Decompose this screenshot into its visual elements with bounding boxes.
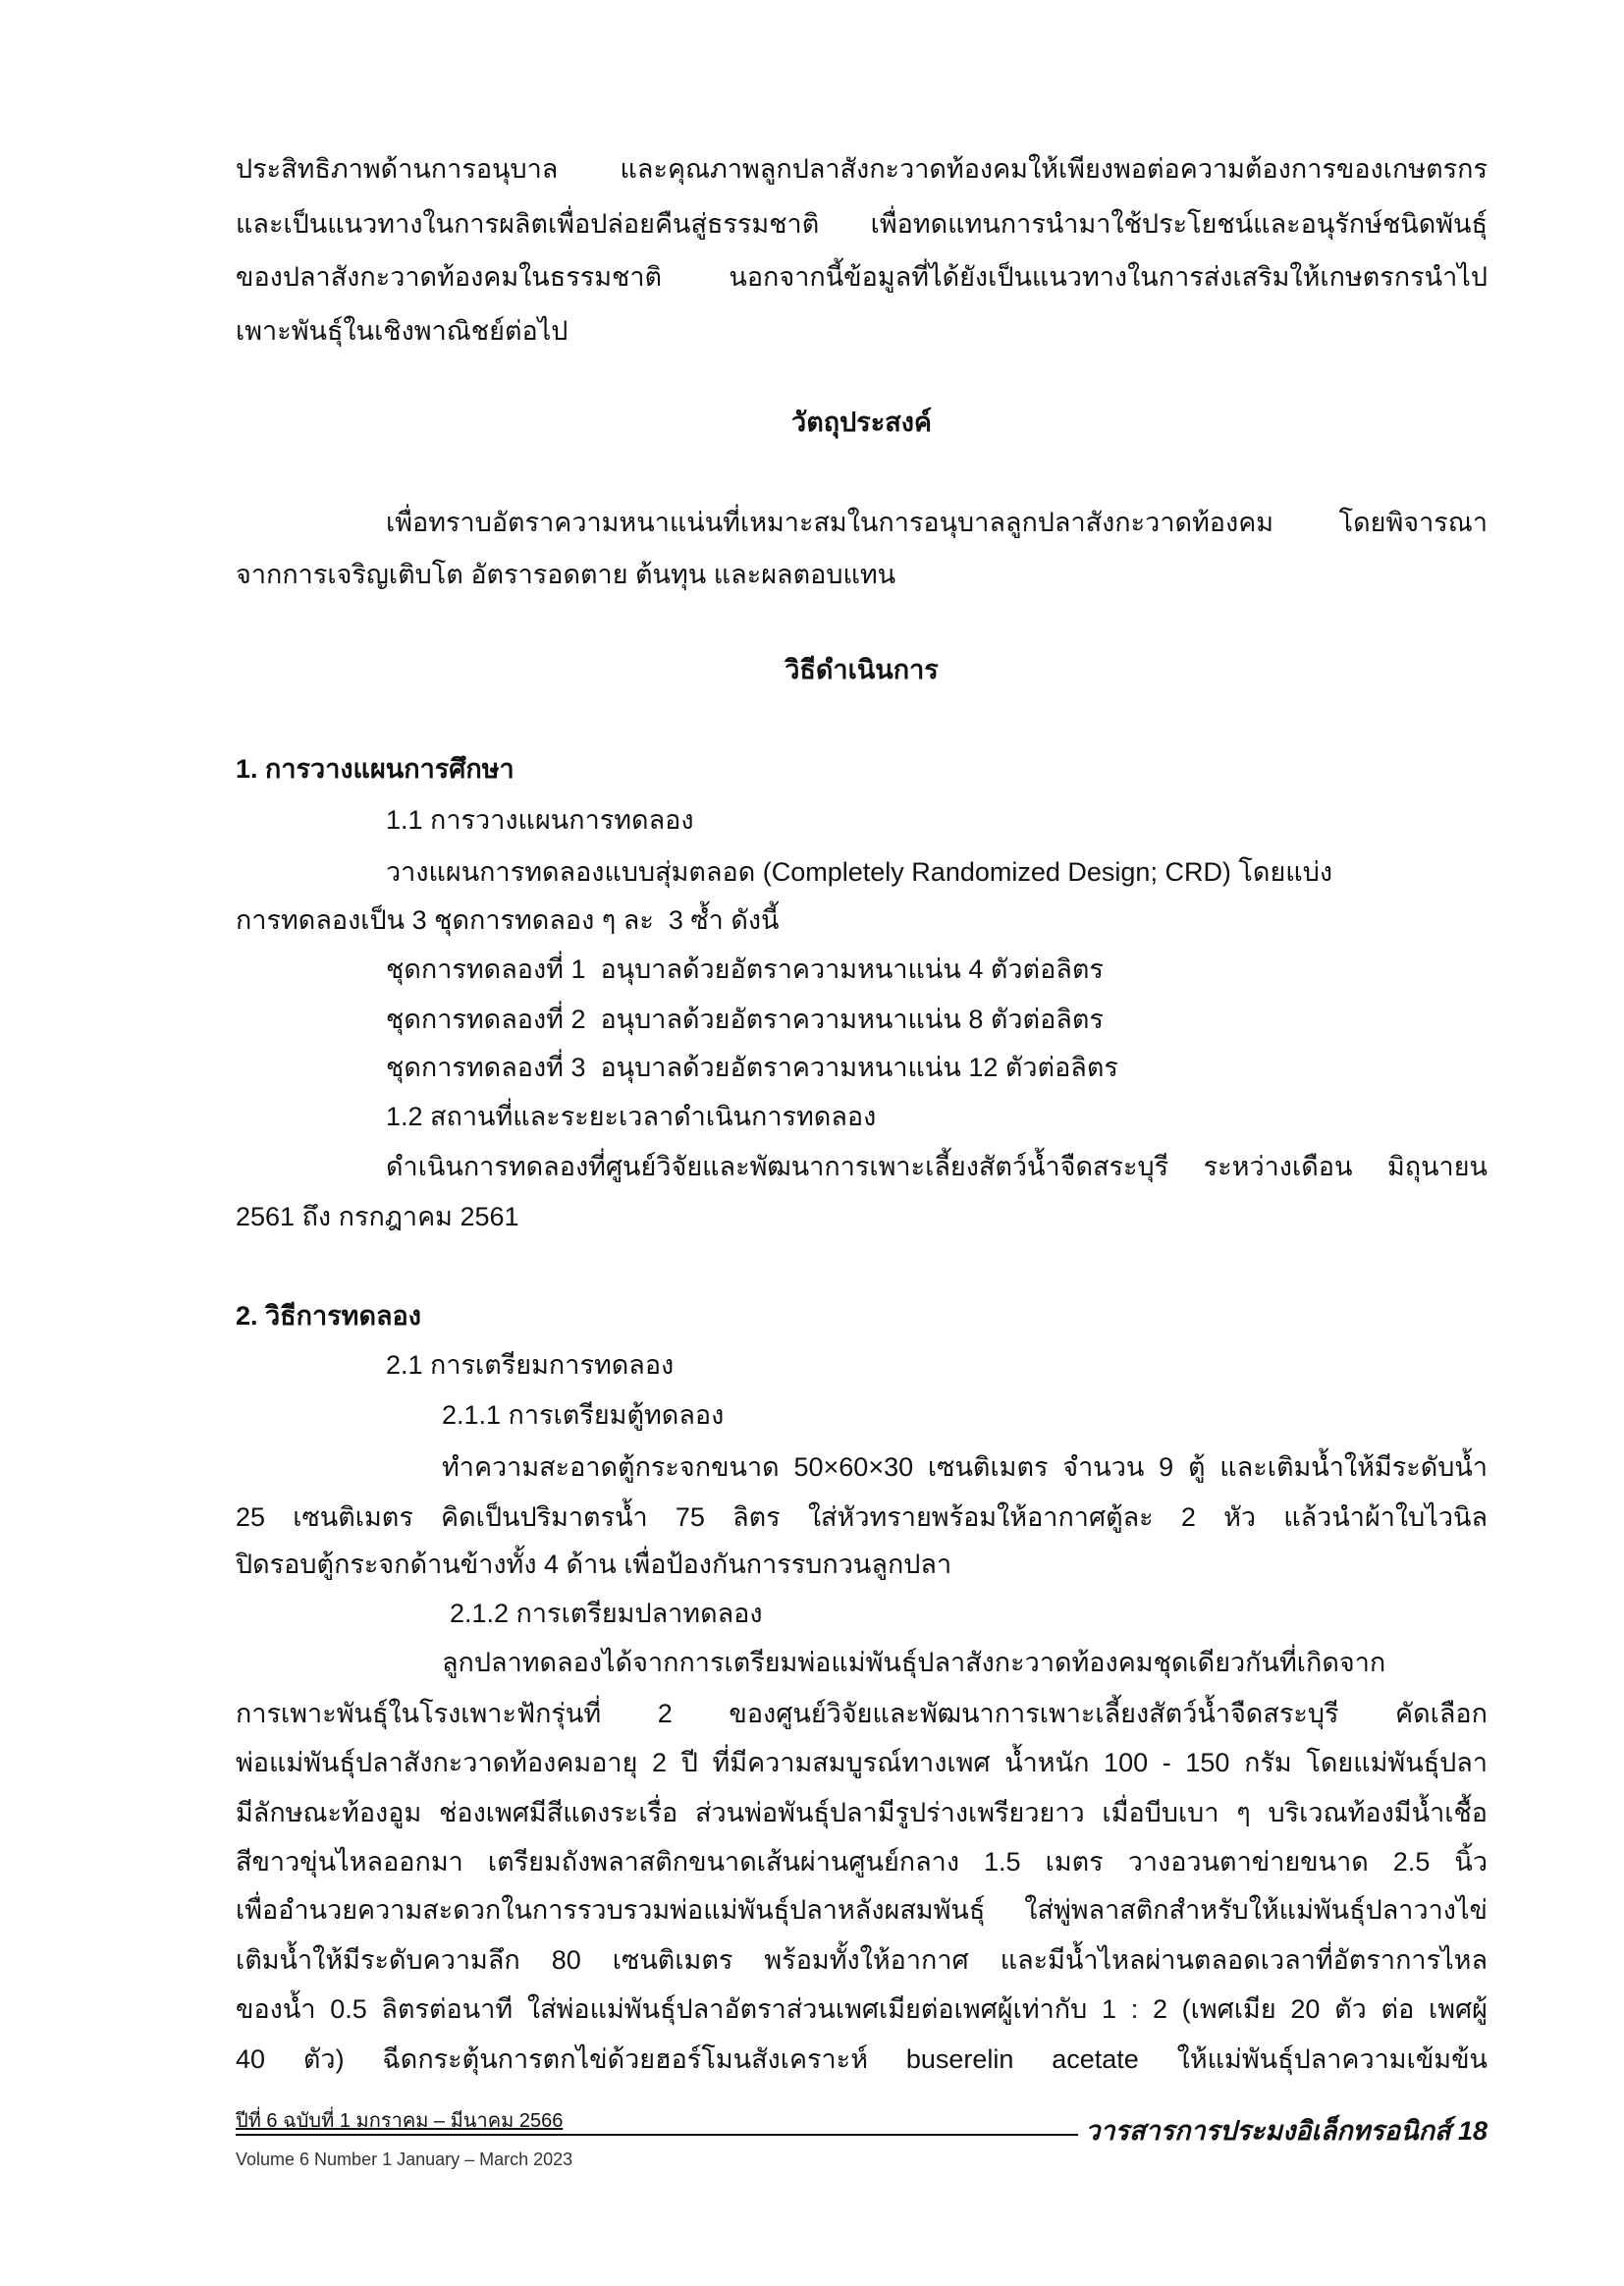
- tank-prep-line: ปิดรอบตู้กระจกด้านข้างทั้ง 4 ด้าน เพื่อป้องกันการรบกวนลูกปลา: [236, 1550, 952, 1579]
- footer-issue-thai: ปีที่ 6 ฉบับที่ 1 มกราคม – มีนาคม 2566: [236, 2110, 564, 2132]
- fish-prep-line: เพื่ออำนวยความสะดวกในการรวบรวมพ่อแม่พันธุ์ปลาหลังผสมพันธุ์ ใส่พู่พลาสติกสำหรับให้แม่พันธุ์ปลาวางไข่: [236, 1895, 1488, 1925]
- location-line: ดำเนินการทดลองที่ศูนย์วิจัยและพัฒนาการเพาะเลี้ยงสัตว์น้ำจืดสระบุรี ระหว่างเดือน มิถุนายน: [386, 1152, 1488, 1181]
- fish-prep-line: เติมน้ำให้มีระดับความลึก 80 เซนติเมตร พร้อมทั้งให้อากาศ และมีน้ำไหลผ่านตลอดเวลาที่อัตราการไหล: [236, 1945, 1488, 1975]
- fish-prep-line: มีลักษณะท้องอูม ช่องเพศมีสีแดงระเรื่อ ส่วนพ่อพันธุ์ปลามีรูปร่างเพรียวยาว เมื่อบีบเบา ๆ บริเวณท้องมีน้ำเชื้อ: [236, 1798, 1488, 1827]
- fish-prep-line: พ่อแม่พันธุ์ปลาสังกะวาดท้องคมอายุ 2 ปี ที่มีความสมบูรณ์ทางเพศ น้ำหนัก 100 - 150 กรัม โดยแม่พันธุ์ปลา: [236, 1748, 1488, 1777]
- subsection-2-1-title: 2.1 การเตรียมการทดลอง: [386, 1350, 675, 1380]
- treatment-line: ชุดการทดลองที่ 3 อนุบาลด้วยอัตราความหนาแน่น 12 ตัวต่อลิตร: [386, 1053, 1118, 1082]
- fish-prep-line: ของน้ำ 0.5 ลิตรต่อนาที ใส่พ่อแม่พันธุ์ปลาอัตราส่วนเพศเมียต่อเพศผู้เท่ากับ 1 : 2 (เพศเมีย 20 ตัว ต่อ เพศผู้: [236, 1994, 1488, 2024]
- page-number: 18: [1457, 2116, 1488, 2146]
- design-line: วางแผนการทดลองแบบสุ่มตลอด (Completely Randomized Design; CRD) โดยแบ่ง: [386, 857, 1333, 887]
- treatment-line: ชุดการทดลองที่ 1 อนุบาลด้วยอัตราความหนาแน่น 4 ตัวต่อลิตร: [386, 954, 1104, 984]
- section-1-title: 1. การวางแผนการศึกษา: [236, 754, 514, 784]
- subsection-1-2-title: 1.2 สถานที่และระยะเวลาดำเนินการทดลอง: [386, 1102, 877, 1131]
- journal-name: วารสารการประมงอิเล็กทรอนิกส์: [1085, 2116, 1451, 2146]
- fish-prep-line: การเพาะพันธุ์ในโรงเพาะฟักรุ่นที่ 2 ของศูนย์วิจัยและพัฒนาการเพาะเลี้ยงสัตว์น้ำจืดสระบุรี คัดเลือก: [236, 1699, 1488, 1728]
- objective-line: จากการเจริญเติบโต อัตรารอดตาย ต้นทุน และผลตอบแทน: [236, 560, 896, 589]
- intro-line: ของปลาสังกะวาดท้องคมในธรรมชาติ นอกจากนี้ข้อมูลที่ได้ยังเป็นแนวทางในการส่งเสริมให้เกษตรกรนำไป: [236, 262, 1488, 292]
- intro-line: และเป็นแนวทางในการผลิตเพื่อปล่อยคืนสู่ธรรมชาติ เพื่อทดแทนการนำมาใช้ประโยชน์และอนุรักษ์ชนิดพันธุ์: [236, 209, 1488, 239]
- intro-line: ประสิทธิภาพด้านการอนุบาล และคุณภาพลูกปลาสังกะวาดท้องคมให้เพียงพอต่อความต้องการของเกษตรกร: [236, 154, 1488, 184]
- intro-line: เพาะพันธุ์ในเชิงพาณิชย์ต่อไป: [236, 316, 568, 346]
- design-line: การทดลองเป็น 3 ชุดการทดลอง ๆ ละ 3 ซ้ำ ดังนี้: [236, 905, 780, 935]
- footer-journal-title: [1085, 2111, 1488, 2150]
- objective-line: เพื่อทราบอัตราความหนาแน่นที่เหมาะสมในการอนุบาลลูกปลาสังกะวาดท้องคม โดยพิจารณา: [386, 508, 1488, 537]
- subsection-2-1-2-title: 2.1.2 การเตรียมปลาทดลอง: [450, 1599, 763, 1628]
- fish-prep-line: ลูกปลาทดลองได้จากการเตรียมพ่อแม่พันธุ์ปลาสังกะวาดท้องคมชุดเดียวกันที่เกิดจาก: [442, 1648, 1386, 1677]
- subsection-1-1-title: 1.1 การวางแผนการทดลอง: [386, 805, 694, 835]
- location-line: 2561 ถึง กรกฎาคม 2561: [236, 1202, 519, 1231]
- methods-heading: วิธีดำเนินการ: [785, 655, 939, 684]
- fish-prep-line: 40 ตัว) ฉีดกระตุ้นการตกไข่ด้วยฮอร์โมนสังเคราะห์ buserelin acetate ให้แม่พันธุ์ปลาความเข้มข้น: [236, 2044, 1488, 2074]
- fish-prep-line: สีขาวขุ่นไหลออกมา เตรียมถังพลาสติกขนาดเส้นผ่านศูนย์กลาง 1.5 เมตร วางอวนตาข่ายขนาด 2.5 นิ้ว: [236, 1847, 1488, 1877]
- objective-heading: วัตถุประสงค์: [791, 408, 932, 437]
- tank-prep-line: 25 เซนติเมตร คิดเป็นปริมาตรน้ำ 75 ลิตร ใส่หัวทรายพร้อมให้อากาศตู้ละ 2 หัว แล้วนำผ้าใบไวนิล: [236, 1502, 1488, 1532]
- treatment-line: ชุดการทดลองที่ 2 อนุบาลด้วยอัตราความหนาแน่น 8 ตัวต่อลิตร: [386, 1005, 1104, 1034]
- subsection-2-1-1-title: 2.1.1 การเตรียมตู้ทดลอง: [442, 1400, 725, 1430]
- footer-volume-english: Volume 6 Number 1 January – March 2023: [236, 2150, 573, 2169]
- section-2-title: 2. วิธีการทดลอง: [236, 1301, 421, 1331]
- tank-prep-line: ทำความสะอาดตู้กระจกขนาด 50×60×30 เซนติเมตร จำนวน 9 ตู้ และเติมน้ำให้มีระดับน้ำ: [442, 1452, 1488, 1482]
